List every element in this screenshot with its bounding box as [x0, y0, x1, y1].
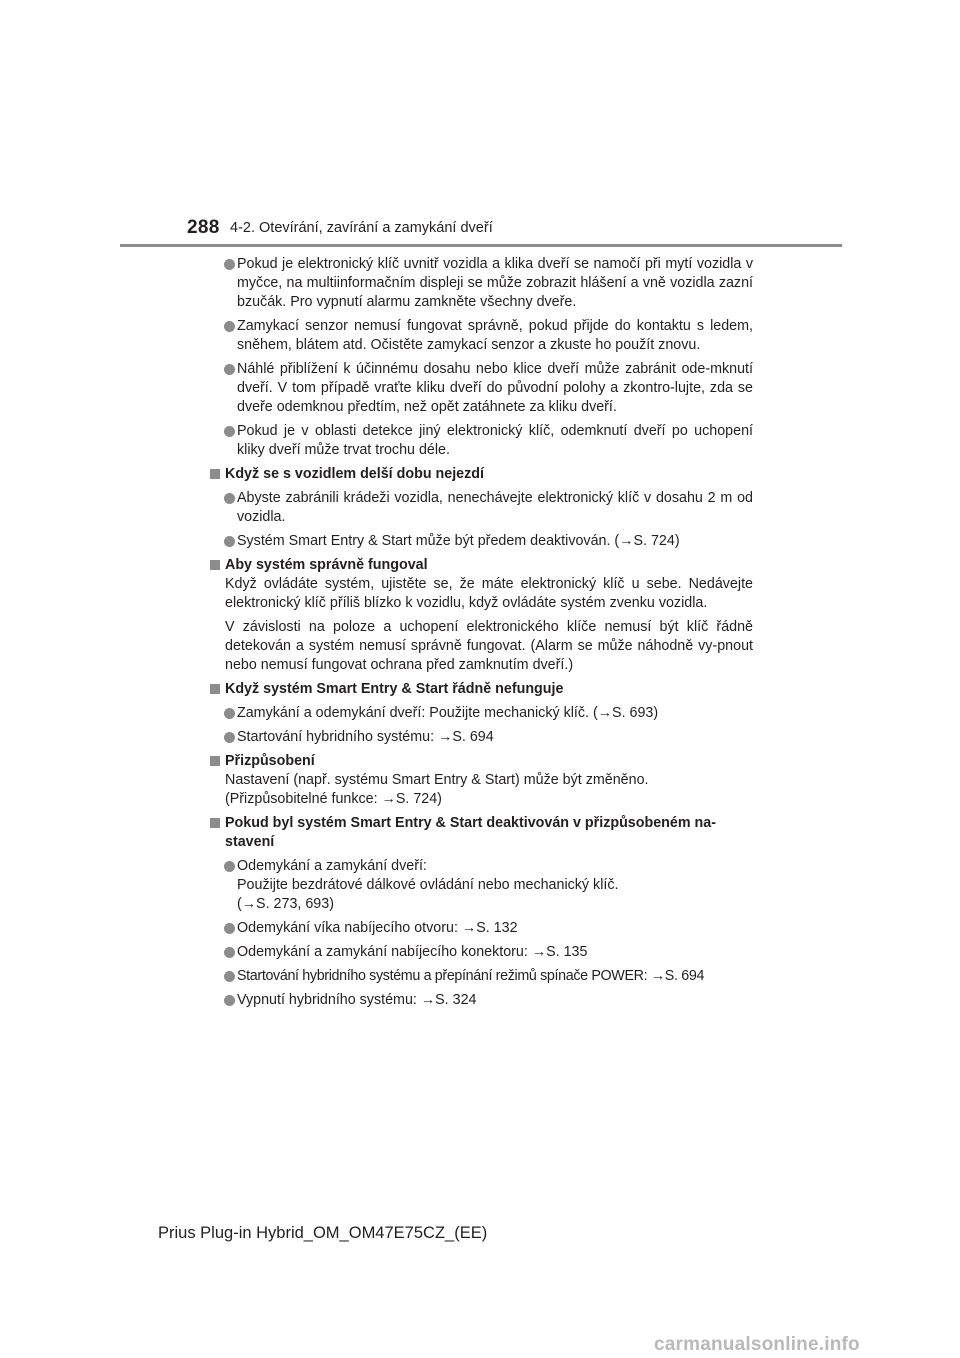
square-bullet-icon [210, 756, 220, 766]
round-bullet-icon [224, 923, 235, 934]
list-item-text: Zamykací senzor nemusí fungovat správně, pokud přijde do kontaktu s ledem, sněhem, blátem atd. Očistěte zamykací senzor a zkuste ho použít znovu. [237, 318, 753, 353]
paragraph: (Přizpůsobitelné funkce: →S. 724) [225, 791, 442, 807]
section-heading [208, 814, 753, 852]
paragraph: V závislosti na poloze a uchopení elektronického klíče nemusí být klíč řádně detekován a systém nemusí správně fungovat. (Alarm se může náhodně vy-pnout nebo nemusí fungovat ochrana před zamknutím dveří.) [225, 619, 753, 673]
round-bullet-icon [224, 536, 235, 547]
paragraph: Nastavení (např. systému Smart Entry & Start) může být změněno. [225, 772, 649, 788]
list-item [208, 967, 753, 986]
list-item-line: Odemykání a zamykání dveří: [237, 858, 427, 874]
paragraph: Když ovládáte systém, ujistěte se, že máte elektronický klíč u sebe. Nedávejte elektronický klíč příliš blízko k vozidlu, když ovládáte systém zvenku vozidla. [225, 576, 753, 611]
header-divider [120, 244, 842, 247]
list-item [208, 317, 753, 355]
watermark: carmanualsonline.info [654, 1334, 860, 1355]
page-content [208, 255, 753, 1015]
round-bullet-icon [224, 321, 235, 332]
list-item-line: Použijte bezdrátové dálkové ovládání nebo mechanický klíč. [237, 877, 619, 893]
document-id: Prius Plug-in Hybrid_OM_OM47E75CZ_(EE) [158, 1224, 488, 1242]
round-bullet-icon [224, 493, 235, 504]
list-item [208, 728, 753, 747]
section-heading [208, 752, 753, 771]
list-item [208, 704, 753, 723]
list-item [208, 532, 753, 551]
square-bullet-icon [210, 818, 220, 828]
round-bullet-icon [224, 861, 235, 872]
list-item-text: Odemykání víka nabíjecího otvoru: →S. 132 [237, 920, 518, 936]
list-item [208, 991, 753, 1010]
section-heading-text: Aby systém správně fungoval [225, 557, 428, 573]
section-heading [208, 556, 753, 575]
list-item [208, 943, 753, 962]
list-item-text: Odemykání a zamykání nabíjecího konektoru: →S. 135 [237, 944, 588, 960]
list-item [208, 360, 753, 417]
list-item [208, 857, 753, 914]
list-item [208, 422, 753, 460]
round-bullet-icon [224, 426, 235, 437]
list-item-text: Náhlé přiblížení k účinnému dosahu nebo klice dveří může zabránit ode-mknutí dveří. V tom případě vraťte kliku dveří do původní polohy a zkontro-lujte, zda se dveře odemknou předtím, než opět zatáhnete za kliku dveří. [237, 361, 753, 415]
list-item-text: Startování hybridního systému: →S. 694 [237, 729, 494, 745]
page-number: 288 [187, 217, 220, 238]
list-item-text: Systém Smart Entry & Start může být předem deaktivován. (→S. 724) [237, 533, 680, 549]
section-heading-text: Když se s vozidlem delší dobu nejezdí [225, 466, 484, 482]
square-bullet-icon [210, 469, 220, 479]
list-item [208, 255, 753, 312]
section-heading [208, 465, 753, 484]
list-item-line: (→S. 273, 693) [237, 896, 334, 912]
round-bullet-icon [224, 364, 235, 375]
list-item-text: Startování hybridního systému a přepínání režimů spínače POWER: →S. 694 [237, 968, 705, 984]
list-item-text: Pokud je elektronický klíč uvnitř vozidla a klika dveří se namočí při mytí vozidla v myčce, na multiinformačním displeji se může zobrazit hlášení a vně vozidla zazní bzučák. Pro vypnutí alarmu zamkněte všechny dveře. [237, 256, 753, 310]
list-item-text: Vypnutí hybridního systému: →S. 324 [237, 992, 477, 1008]
square-bullet-icon [210, 684, 220, 694]
section-heading-text: Přizpůsobení [225, 753, 315, 769]
section-title: 4-2. Otevírání, zavírání a zamykání dveří [230, 220, 493, 236]
round-bullet-icon [224, 708, 235, 719]
square-bullet-icon [210, 560, 220, 570]
list-item-text: Zamykání a odemykání dveří: Použijte mechanický klíč. (→S. 693) [237, 705, 659, 721]
section-heading-text: Když systém Smart Entry & Start řádně nefunguje [225, 681, 564, 697]
list-item-text: Abyste zabránili krádeži vozidla, nenechávejte elektronický klíč v dosahu 2 m od vozidla. [237, 490, 753, 525]
round-bullet-icon [224, 732, 235, 743]
round-bullet-icon [224, 947, 235, 958]
list-item [208, 919, 753, 938]
round-bullet-icon [224, 995, 235, 1006]
list-item-text: Pokud je v oblasti detekce jiný elektronický klíč, odemknutí dveří po uchopení kliky dveří může trvat trochu déle. [237, 423, 753, 458]
section-heading [208, 680, 753, 699]
list-item [208, 489, 753, 527]
section-heading-text: Pokud byl systém Smart Entry & Start deaktivován v přizpůsobeném na-stavení [225, 815, 716, 850]
round-bullet-icon [224, 259, 235, 270]
round-bullet-icon [224, 971, 235, 982]
list-item-text [237, 857, 753, 914]
